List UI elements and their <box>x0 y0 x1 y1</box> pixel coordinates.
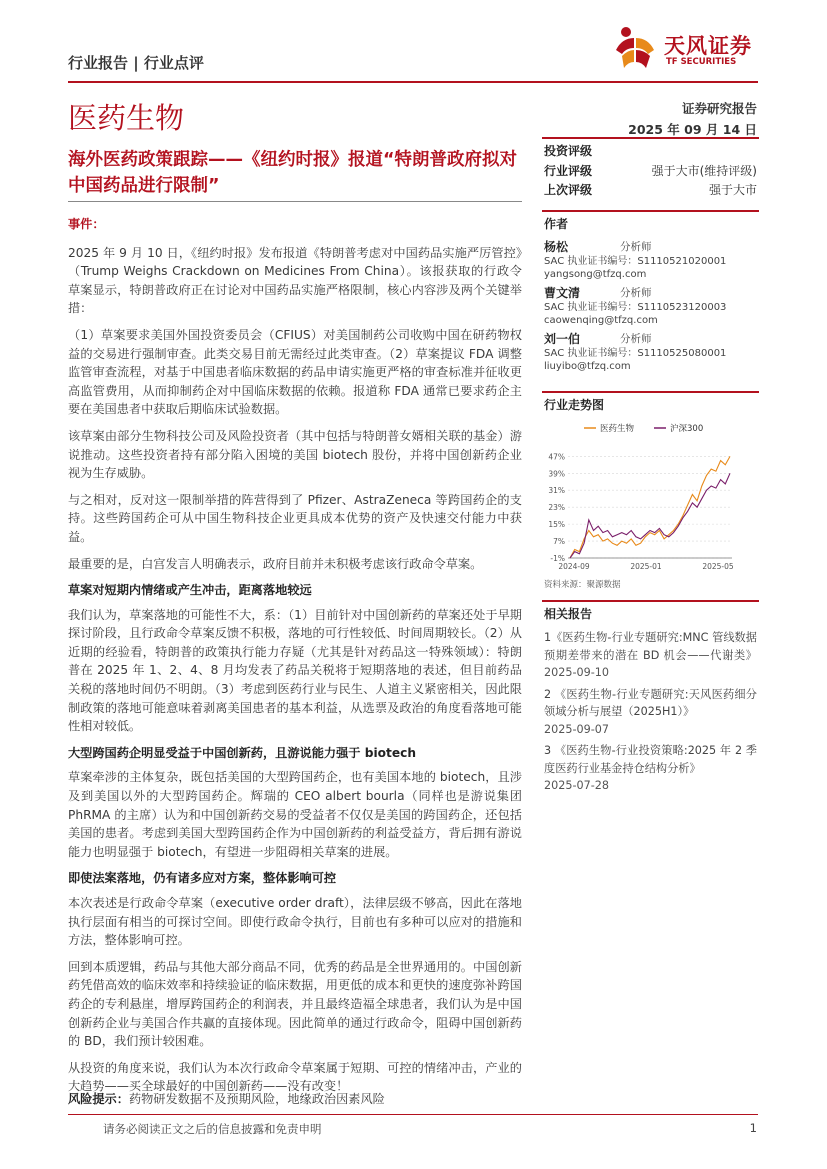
footer-divider <box>68 1114 758 1115</box>
author-email[interactable]: caowenqing@tfzq.com <box>544 315 658 326</box>
y-tick-label: 47% <box>548 452 565 462</box>
paragraph: 与之相对，反对这一限制举措的阵营得到了 Pfizer、AstraZeneca 等跨国药企的支持。这些跨国药企可从中国生物科技企业更具成本优势的资产及快速交付能力中获益。 <box>68 492 522 544</box>
related-report[interactable] <box>542 738 759 795</box>
x-tick-label: 2025-01 <box>630 562 662 571</box>
section-heading: 草案对短期内情绪或产生冲击，距离落地较远 <box>68 583 312 598</box>
authors-heading: 作者 <box>544 217 569 231</box>
company-logo <box>612 24 762 74</box>
x-tick-label: 2024-09 <box>558 562 590 571</box>
related-report-title[interactable]: 3 《医药生物-行业投资策略:2025 年 2 季度医药行业基金持仓结构分析》 <box>544 744 757 775</box>
legend-label: 沪深300 <box>670 424 704 434</box>
company-name-en: TF SECURITIES <box>666 57 737 67</box>
y-tick-label: 15% <box>548 520 565 530</box>
page-number: 1 <box>749 1121 757 1135</box>
report-headline: 海外医药政策跟踪——《纽约时报》报道“特朗普政府拟对中国药品进行限制” <box>68 150 517 196</box>
risk-text: 药物研发数据不及预期风险，地缘政治因素风险 <box>128 1092 385 1106</box>
company-name-cn: 天风证券 <box>664 34 752 58</box>
disclaimer[interactable]: 请务必阅读正文之后的信息披露和免责申明 <box>103 1122 322 1136</box>
rating-heading: 投资评级 <box>544 144 593 158</box>
paragraph: （1）草案要求美国外国投资委员会（CFIUS）对美国制药公司收购中国在研药物权益的交易进行强制审查。此类交易目前无需经过此类审查。（2）草案提议 FDA 调整监管审查流程，对基于中国患者临床数据的药品申请实施更严格的审查标准并征收更高监管费用，从而抑制药企对中国临床数据的依赖。报道称 FDA 通常已要求药企主要在美国患者中获取后期临床试验数据。 <box>68 327 522 417</box>
legend-label: 医药生物 <box>600 424 635 434</box>
author-cert: SAC 执业证书编号：S1110523120003 <box>544 302 727 313</box>
industry-rating-label: 行业评级 <box>544 164 593 178</box>
section-heading: 大型跨国药企明显受益于中国创新药，且游说能力强于 biotech <box>68 745 417 760</box>
related-report-date: 2025-07-28 <box>544 779 610 792</box>
trend-chart-svg <box>542 416 759 576</box>
related-report-date: 2025-09-07 <box>544 722 610 736</box>
paragraph: 本次表述是行政命令草案（executive order draft），法律层级不够高，因此在落地执行层面有相当的可探讨空间。即使行政命令执行，目前也有多种可以应对的措施和方法，整体影响可控。 <box>68 896 522 948</box>
related-report-title[interactable]: 2 《医药生物-行业专题研究:天风医药细分领域分析与展望（2025H1）》 <box>544 687 757 718</box>
author-card <box>542 285 759 327</box>
industry-rating-value: 强于大市(维持评级) <box>651 164 757 178</box>
last-rating-label: 上次评级 <box>544 183 593 197</box>
author-name: 曹文清 <box>544 286 581 300</box>
x-tick-label: 2025-05 <box>702 562 734 571</box>
author-card <box>542 239 759 281</box>
industry-rating-row <box>542 162 759 181</box>
author-cert: SAC 执业证书编号：S1110521020001 <box>544 256 727 267</box>
risk-warning <box>68 1090 385 1107</box>
paragraph: 我们认为，草案落地的可能性不大，系：（1）目前针对中国创新药的草案还处于早期探讨阶段，且行政命令草案反馈不积极，落地的可行性较低、时间周期较长。（2）从近期的经验看，特朗普的政策执行能力存疑（尤其是针对药品这一特殊领域）：特朗普在 2025 年 1、2、4、8 月均发表了药品关税将于短期落地的表述，但目前药品关税的落地时间仍不明朗。（3）考虑到医药行业与民生、人道主义紧密相关，因此限制政策的落地可能意味着剥离美国患者的基本利益，从选票及政治的角度看落地可能性相对较低。 <box>68 607 522 734</box>
y-tick-label: 23% <box>548 503 565 513</box>
sector-title: 医药生物 <box>68 101 185 135</box>
author-cert: SAC 执业证书编号：S1110525080001 <box>544 348 727 359</box>
document-date: 2025 年 09 月 14 日 <box>628 122 757 137</box>
author-card <box>542 331 759 373</box>
paragraph: 从投资的角度来说，我们认为本次行政命令草案属于短期、可控的情绪冲击，产业的大趋势——买全球最好的中国创新药——没有改变！ <box>68 1060 522 1094</box>
paragraph: 2025 年 9 月 10 日，《纽约时报》发布报道《特朗普考虑对中国药品实施严厉管控》（Trump Weighs Crackdown on Medicines From China）。该报获取的行政令草案显示，特朗普政府正在讨论对中国药品实施严格限制，核心内容涉及两个关键举措： <box>68 245 522 316</box>
author-name: 杨松 <box>544 240 569 254</box>
related-report[interactable] <box>542 682 759 739</box>
paragraph: 回到本质逻辑，药品与其他大部分商品不同，优秀的药品是全世界通用的。中国创新药凭借高效的临床效率和持续验证的临床数据，用更低的成本和更快的速度弥补跨国药企的专利悬崖，增厚跨国药企的利润表，并且最终造福全球患者，我们认为是中国创新药企业与美国合作共赢的直接体现。因此简单的通过行政命令，阻碍中国创新药的 BD，我们预计较困难。 <box>68 959 522 1049</box>
trend-chart <box>542 416 759 576</box>
document-kind: 证券研究报告 <box>681 101 757 116</box>
section-heading: 即使法案落地，仍有诸多应对方案，整体影响可控 <box>68 871 337 886</box>
risk-label: 风险提示： <box>68 1092 129 1106</box>
author-email[interactable]: yangsong@tfzq.com <box>544 269 647 280</box>
y-tick-label: -1% <box>550 554 565 563</box>
related-report-date: 2025-09-10 <box>544 666 610 679</box>
last-rating-value: 强于大市 <box>708 183 757 197</box>
sidebar <box>542 137 759 795</box>
main-body <box>68 215 522 1104</box>
report-type: 行业报告 | 行业点评 <box>68 54 204 72</box>
author-role: 分析师 <box>620 287 652 299</box>
author-role: 分析师 <box>620 333 652 345</box>
y-tick-label: 7% <box>553 537 565 547</box>
headline-divider <box>68 201 522 202</box>
paragraph: 草案牵涉的主体复杂，既包括美国的大型跨国药企，也有美国本地的 biotech，且涉及到美国以外的大型跨国药企。辉瑞的 CEO albert bourla（同样也是游说集团 PhRMA 的主席）认为和中国创新药交易的受益者不仅仅是美国的跨国药企，还包括美国的患者。考虑到美国大型跨国药企作为中国创新药的利益受益方，背后拥有游说能力也明显强于 biotech，有望进一步阻碍相关草案的进展。 <box>68 770 522 859</box>
paragraph: 该草案由部分生物科技公司及风险投资者（其中包括与特朗普女婿相关联的基金）游说推动。这些投资者持有部分陷入困境的美国 biotech 股份，并将中国创新药企业视为生存威胁。 <box>68 428 522 481</box>
related-heading: 相关报告 <box>544 607 593 621</box>
paragraph: 最重要的是，白宫发言人明确表示，政府目前并未积极考虑该行政命令草案。 <box>68 556 483 571</box>
author-role: 分析师 <box>620 241 652 253</box>
last-rating-row <box>542 181 759 200</box>
trend-heading: 行业走势图 <box>544 398 605 412</box>
author-email[interactable]: liuyibo@tfzq.com <box>544 361 631 372</box>
author-name: 刘一伯 <box>544 332 581 346</box>
series-line <box>570 473 730 558</box>
related-report[interactable] <box>542 625 759 682</box>
related-report-title[interactable]: 1《医药生物-行业专题研究:MNC 管线数据预期差带来的潜在 BD 机会——代谢类》 <box>544 631 757 662</box>
y-tick-label: 39% <box>548 469 565 479</box>
event-heading: 事件： <box>68 217 105 231</box>
chart-source: 资料来源：聚源数据 <box>544 580 621 590</box>
y-tick-label: 31% <box>548 486 565 496</box>
top-divider <box>68 81 758 83</box>
logo-mark-icon <box>612 24 660 72</box>
